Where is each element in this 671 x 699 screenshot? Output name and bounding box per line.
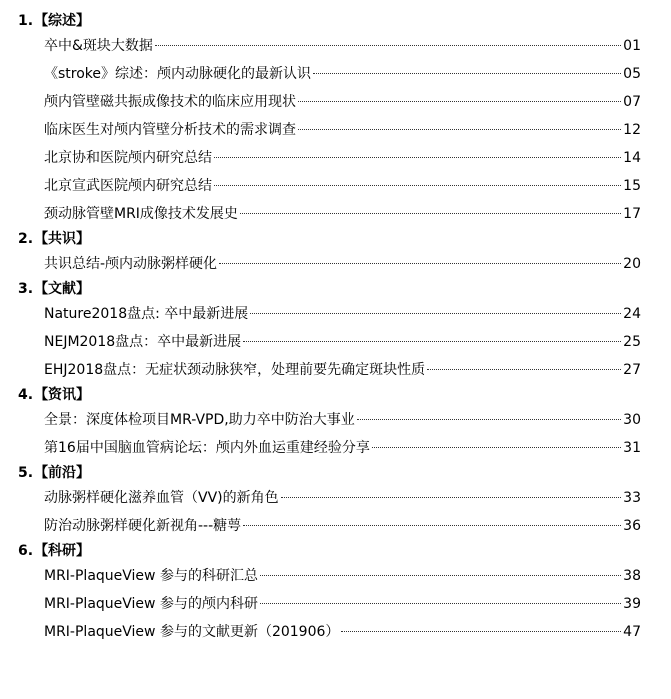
toc-entry[interactable] [0, 562, 671, 590]
entry-page: 24 [623, 306, 641, 322]
toc-section [0, 10, 671, 228]
toc-entry[interactable] [0, 484, 671, 512]
dot-leader [281, 497, 622, 498]
dot-leader [357, 419, 621, 420]
entry-page: 25 [623, 334, 641, 350]
entry-title: 《stroke》综述：颅内动脉硬化的最新认识 [44, 66, 312, 82]
dot-leader [313, 73, 621, 74]
dot-leader [298, 101, 621, 102]
toc-entry[interactable] [0, 356, 671, 384]
entry-title: EHJ2018盘点：无症状颈动脉狭窄，处理前要先确定斑块性质 [44, 362, 426, 378]
dot-leader [243, 341, 621, 342]
section-title: 【综述】 [34, 13, 91, 29]
entry-page: 01 [623, 38, 641, 54]
dot-leader [155, 45, 621, 46]
toc-entry[interactable] [0, 406, 671, 434]
toc-entry[interactable] [0, 88, 671, 116]
section-heading [0, 278, 671, 300]
entry-page: 31 [623, 440, 641, 456]
section-heading [0, 10, 671, 32]
entry-title: MRI-PlaqueView 参与的颅内科研 [44, 596, 258, 612]
dot-leader [298, 129, 621, 130]
entry-page: 14 [623, 150, 641, 166]
section-heading [0, 462, 671, 484]
entry-title: 北京协和医院颅内研究总结 [44, 150, 212, 166]
section-title: 【前沿】 [34, 465, 91, 481]
entry-title: MRI-PlaqueView 参与的文献更新（201906） [44, 624, 340, 640]
entry-title: 卒中&斑块大数据 [44, 38, 153, 54]
section-title: 【文献】 [34, 281, 91, 297]
entry-page: 05 [623, 66, 641, 82]
section-heading [0, 384, 671, 406]
entry-title: 全景：深度体检项目MR-VPD,助力卒中防治大事业 [44, 412, 355, 428]
entry-title: 临床医生对颅内管壁分析技术的需求调查 [44, 122, 296, 138]
toc-entry[interactable] [0, 60, 671, 88]
toc-entry[interactable] [0, 512, 671, 540]
entry-title: 颅内管壁磁共振成像技术的临床应用现状 [44, 94, 296, 110]
section-heading [0, 540, 671, 562]
section-heading [0, 228, 671, 250]
toc-entry[interactable] [0, 144, 671, 172]
entry-title: NEJM2018盘点：卒中最新进展 [44, 334, 242, 350]
section-title: 【共识】 [34, 231, 91, 247]
toc-section [0, 278, 671, 384]
toc-entry[interactable] [0, 434, 671, 462]
section-number: 3. [18, 281, 34, 297]
entry-title: 共识总结-颅内动脉粥样硬化 [44, 256, 218, 272]
entry-title: MRI-PlaqueView 参与的科研汇总 [44, 568, 258, 584]
entry-page: 36 [623, 518, 641, 534]
entry-page: 47 [623, 624, 641, 640]
entry-title: 动脉粥样硬化滋养血管（VV)的新角色 [44, 490, 279, 506]
toc-entry[interactable] [0, 116, 671, 144]
section-number: 4. [18, 387, 34, 403]
entry-page: 15 [623, 178, 641, 194]
toc-entry[interactable] [0, 328, 671, 356]
dot-leader [240, 213, 621, 214]
dot-leader [250, 313, 621, 314]
entry-title: 防治动脉粥样硬化新视角---糖萼 [44, 518, 242, 534]
toc-section [0, 462, 671, 540]
section-title: 【科研】 [34, 543, 91, 559]
dot-leader [214, 185, 621, 186]
dot-leader [260, 603, 621, 604]
dot-leader [219, 263, 621, 264]
dot-leader [214, 157, 621, 158]
dot-leader [427, 369, 621, 370]
section-number: 2. [18, 231, 34, 247]
dot-leader [341, 631, 621, 632]
entry-page: 39 [623, 596, 641, 612]
entry-page: 07 [623, 94, 641, 110]
entry-page: 20 [623, 256, 641, 272]
toc-section [0, 384, 671, 462]
entry-title: 第16届中国脑血管病论坛：颅内外血运重建经验分享 [44, 440, 370, 456]
section-number: 1. [18, 13, 34, 29]
entry-page: 30 [623, 412, 641, 428]
entry-title: Nature2018盘点: 卒中最新进展 [44, 306, 249, 322]
toc-entry[interactable] [0, 300, 671, 328]
toc-entry[interactable] [0, 618, 671, 646]
section-number: 6. [18, 543, 34, 559]
toc-entry[interactable] [0, 250, 671, 278]
entry-page: 33 [623, 490, 641, 506]
dot-leader [260, 575, 621, 576]
entry-title: 北京宣武医院颅内研究总结 [44, 178, 212, 194]
toc-entry[interactable] [0, 172, 671, 200]
entry-page: 17 [623, 206, 641, 222]
entry-page: 12 [623, 122, 641, 138]
toc-section [0, 228, 671, 278]
section-title: 【资讯】 [34, 387, 91, 403]
entry-page: 38 [623, 568, 641, 584]
section-number: 5. [18, 465, 34, 481]
entry-title: 颈动脉管壁MRI成像技术发展史 [44, 206, 238, 222]
toc-entry[interactable] [0, 590, 671, 618]
toc-entry[interactable] [0, 32, 671, 60]
dot-leader [243, 525, 621, 526]
entry-page: 27 [623, 362, 641, 378]
dot-leader [372, 447, 621, 448]
toc-entry[interactable] [0, 200, 671, 228]
toc-section [0, 540, 671, 646]
